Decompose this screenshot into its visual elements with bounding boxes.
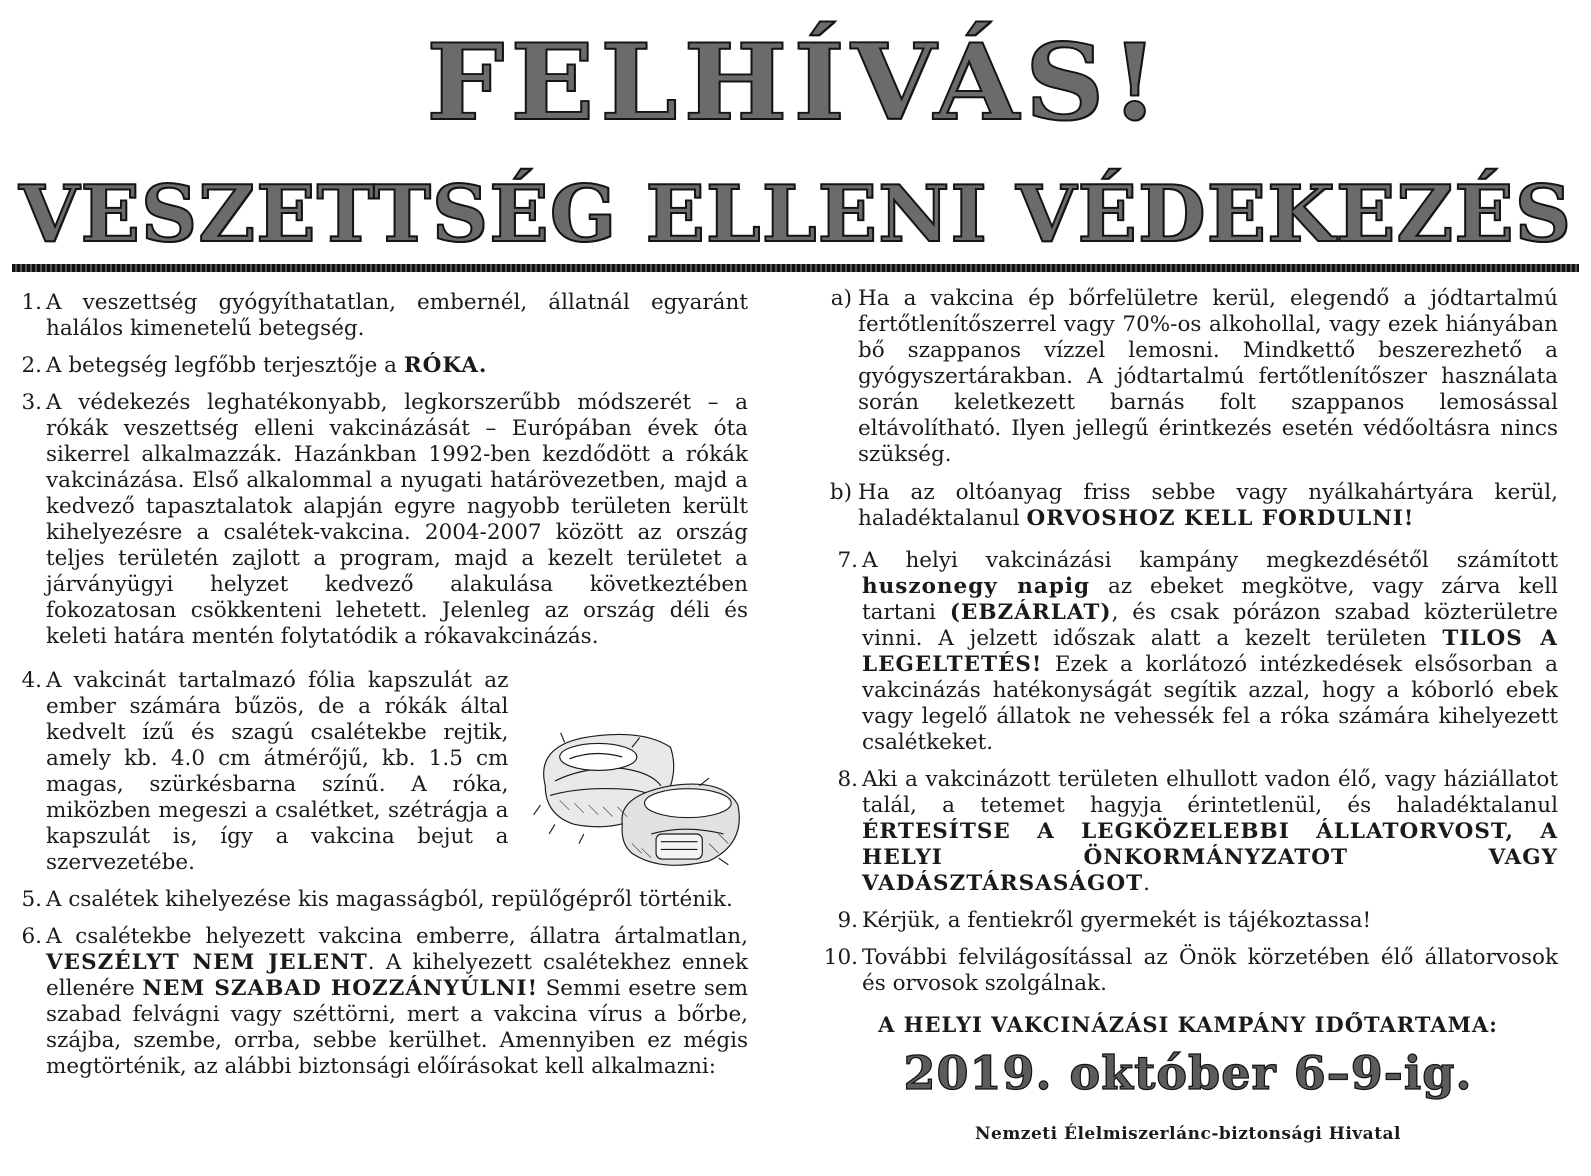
list-item-2 — [10, 353, 748, 379]
item-text: Ezek a korlátozó intézkedések elsősorban a vakcinázás hatékonyságát segítik azzal, hogy a kóborló ebek vagy legelő állatok ne vehessék fel a róka számára kihelyezett csalétkeket. — [862, 652, 1558, 755]
left-column — [10, 290, 748, 1091]
item-emphasis: VESZÉLYT NEM JELENT — [46, 950, 368, 975]
item-letter: a) — [830, 286, 852, 311]
item-emphasis: huszonegy napig — [862, 574, 1091, 599]
item-number: 10. — [823, 945, 858, 970]
item-number: 3. — [21, 390, 42, 415]
item-emphasis: (EBZÁRLAT) — [949, 600, 1112, 625]
item-emphasis: TILOS A LEGELTETÉS! — [862, 626, 1558, 677]
list-item-5 — [10, 887, 748, 913]
right-column — [818, 286, 1558, 1008]
list-item-3 — [10, 390, 748, 650]
item-number: 9. — [837, 908, 858, 933]
item-number: 4. — [21, 668, 42, 693]
list-item-9 — [818, 908, 1558, 934]
header-divider — [12, 264, 1579, 272]
item-text: További felvilágosítással az Önök körzetében élő állatorvosok és orvosok szolgálnak. — [862, 945, 1558, 996]
item-text: . A kihelyezett csalétekhez ennek ellenére — [46, 950, 748, 1001]
item-number: 8. — [837, 767, 858, 792]
item-text: az ebeket megkötve, vagy zárva kell tartani — [862, 574, 1558, 625]
item-text: A csalétek kihelyezése kis magasságból, repülőgépről történik. — [46, 887, 733, 912]
campaign-date: 2019. október 6–9-ig. — [903, 1046, 1473, 1100]
list-item-10 — [818, 945, 1558, 997]
item-number: 2. — [21, 353, 42, 378]
item-letter: b) — [829, 480, 852, 505]
item-text: A helyi vakcinázási kampány megkezdésétől számított — [862, 548, 1558, 573]
item-number: 6. — [21, 924, 42, 949]
item-emphasis: ORVOSHOZ KELL FORDULNI! — [1026, 506, 1415, 531]
item-number: 5. — [21, 887, 42, 912]
item-emphasis: RÓKA. — [403, 353, 488, 378]
item-text: Ha az oltóanyag friss sebbe vagy nyálkahártyára kerül, haladéktalanul — [858, 480, 1558, 531]
list-item-1 — [10, 290, 748, 342]
poster-subtitle: VESZETTSÉG ELLENI VÉDEKEZÉS — [18, 169, 1573, 260]
item-text: A veszettség gyógyíthatatlan, embernél, állatnál egyaránt halálos kimenetelű betegség. — [46, 290, 748, 341]
item-text: A védekezés leghatékonyabb, legkorszerűbb módszerét – a rókák veszettség elleni vakcinázását – Európában évek óta sikerrel alkalmazzák. Hazánkban 1992-ben kezdődött a rókák vakcinázása. Első alkalommal a nyugati határövezetben, majd a kedvező tapasztalatok alapján egyre nagyobb területen került kihelyezésre a csalétek-vakcina. 2004-2007 között az ország teljes területén zajlott a program, majd a kezelt területet a járványügyi helyzet kedvező alakulása következtében fokozatosan csökkenteni lehetett. Jelenleg az ország déli és keleti határa mentén folytatódik a rókavakcinázás. — [46, 390, 748, 649]
item-text: A csalétekbe helyezett vakcina emberre, állatra ártalmatlan, — [46, 924, 748, 949]
item-number: 1. — [21, 290, 42, 315]
sub-item-a — [818, 286, 1558, 468]
item-text: Kérjük, a fentiekről gyermekét is tájékoztassa! — [862, 908, 1372, 933]
campaign-label: A HELYI VAKCINÁZÁSI KAMPÁNY IDŐTARTAMA: — [878, 1012, 1498, 1037]
item-number: 7. — [837, 548, 858, 573]
item-text: A betegség legfőbb terjesztője a — [46, 353, 404, 378]
item-text: Ha a vakcina ép bőrfelületre kerül, elegendő a jódtartalmú fertőtlenítőszerrel vagy 70%-os alkohollal, vagy ezek hiányában bő szappanos vízzel lemosni. Mindkettő beszerezhető a gyógyszertárakban. A jódtartalmú fertőtlenítőszer használata során keletkezett barnás folt szappanos lemosással eltávolítható. Ilyen jellegű érintkezés esetén védőoltásra nincs szükség. — [858, 286, 1558, 467]
item-text: Aki a vakcinázott területen elhullott vadon élő, vagy háziállatot talál, a tetemet hagyja érintetlenül, és haladéktalanul — [862, 767, 1558, 818]
poster-title: FELHÍVÁS! — [426, 21, 1165, 144]
sub-item-b — [818, 480, 1558, 532]
list-item-7 — [818, 548, 1558, 756]
item-emphasis: ÉRTESÍTSE A LEGKÖZELEBBI ÁLLATORVOST, A HELYI ÖNKORMÁNYZATOT VAGY VADÁSZTÁRSASÁGOT — [862, 819, 1558, 896]
list-item-6 — [10, 924, 748, 1080]
item-text: , és csak pórázon szabad közterületre vinni. A jelzett időszak alatt a kezelt területen — [862, 600, 1558, 651]
item-text: . — [1143, 871, 1150, 896]
item-emphasis: NEM SZABAD HOZZÁNYÚLNI! — [142, 976, 539, 1001]
list-item-4 — [10, 668, 748, 876]
bait-capsule-illustration — [526, 686, 748, 876]
issuer-name: Nemzeti Élelmiszerlánc-biztonsági Hivatal — [974, 1124, 1402, 1144]
item-text: A vakcinát tartalmazó fólia kapszulát az ember számára bűzös, de a rókák által kedvelt ízű és szagú csalétekbe rejtik, amely kb. 4.0 cm átmérőjű, kb. 1.5 cm magas, szürkésbarna színű. A róka, miközben megeszi a csalétket, szétrágja a kapszulát is, így a vakcina bejut a szervezetébe. — [46, 668, 509, 875]
list-item-8 — [818, 767, 1558, 897]
item-text: Semmi esetre sem szabad felvágni vagy széttörni, mert a vakcina vírus a bőrbe, szájba, szembe, orrba, sebbe kerülhet. Amennyiben ez mégis megtörténik, az alábbi biztonsági előírásokat kell alkalmazni: — [46, 976, 749, 1079]
